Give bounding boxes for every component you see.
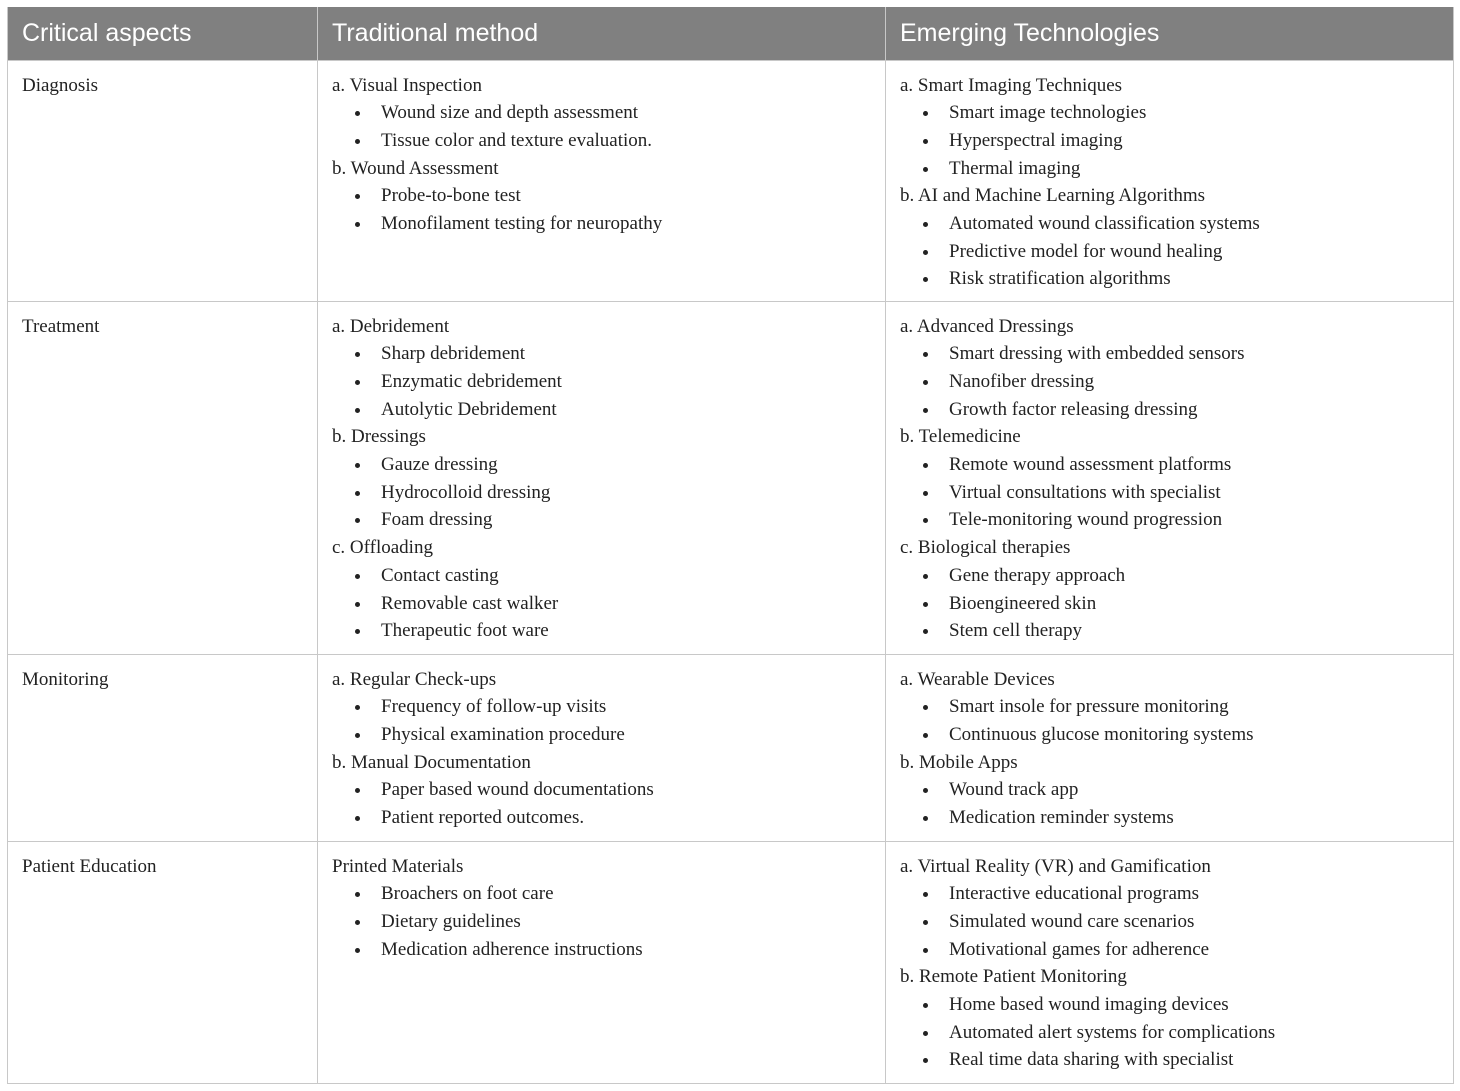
- list-item: Automated alert systems for complications: [900, 1019, 1443, 1047]
- list-item: Patient reported outcomes.: [332, 804, 875, 832]
- group-title: Printed Materials: [332, 855, 464, 877]
- emerging-cell: [886, 841, 1454, 1083]
- list-item: Hyperspectral imaging: [900, 127, 1443, 155]
- list-item: Simulated wound care scenarios: [900, 908, 1443, 936]
- group-title: b. Wound Assessment: [332, 157, 499, 179]
- aspect-cell: Diagnosis: [8, 60, 318, 301]
- list-item: Bioengineered skin: [900, 590, 1443, 618]
- bullet-list: [332, 99, 875, 154]
- bullet-list: [332, 693, 875, 748]
- traditional-cell: [318, 301, 886, 654]
- aspect-cell: Treatment: [8, 301, 318, 654]
- bullet-list: [900, 693, 1443, 748]
- bullet-list: [332, 182, 875, 237]
- list-item: Risk stratification algorithms: [900, 265, 1443, 293]
- group-title: b. Dressings: [332, 426, 426, 448]
- group-title: a. Regular Check-ups: [332, 668, 497, 690]
- list-item: Predictive model for wound healing: [900, 238, 1443, 266]
- group-title: b. Telemedicine: [900, 426, 1021, 448]
- bullet-list: [332, 340, 875, 423]
- table-row: [8, 841, 1454, 1083]
- list-item: Tissue color and texture evaluation.: [332, 127, 875, 155]
- list-item: Stem cell therapy: [900, 617, 1443, 645]
- aspect-cell: Patient Education: [8, 841, 318, 1083]
- list-item: Remote wound assessment platforms: [900, 451, 1443, 479]
- list-item: Sharp debridement: [332, 340, 875, 368]
- list-item: Smart dressing with embedded sensors: [900, 340, 1443, 368]
- list-item: Broachers on foot care: [332, 880, 875, 908]
- bullet-list: [900, 210, 1443, 293]
- header-emerging-technologies: Emerging Technologies: [886, 7, 1454, 60]
- list-item: Motivational games for adherence: [900, 936, 1443, 964]
- bullet-list: [900, 340, 1443, 423]
- bullet-list: [332, 880, 875, 963]
- group-title: a. Visual Inspection: [332, 74, 482, 96]
- list-item: Smart image technologies: [900, 99, 1443, 127]
- list-item: Hydrocolloid dressing: [332, 479, 875, 507]
- emerging-cell: [886, 654, 1454, 841]
- list-item: Home based wound imaging devices: [900, 991, 1443, 1019]
- list-item: Thermal imaging: [900, 155, 1443, 183]
- list-item: Therapeutic foot ware: [332, 617, 875, 645]
- list-item: Removable cast walker: [332, 590, 875, 618]
- bullet-list: [900, 451, 1443, 534]
- list-item: Foam dressing: [332, 506, 875, 534]
- emerging-cell: [886, 60, 1454, 301]
- list-item: Continuous glucose monitoring systems: [900, 721, 1443, 749]
- group-title: c. Biological therapies: [900, 537, 1071, 559]
- table-row: [8, 654, 1454, 841]
- bullet-list: [332, 562, 875, 645]
- emerging-cell: [886, 301, 1454, 654]
- bullet-list: [900, 880, 1443, 963]
- list-item: Interactive educational programs: [900, 880, 1443, 908]
- table-row: [8, 301, 1454, 654]
- list-item: Autolytic Debridement: [332, 396, 875, 424]
- group-title: b. Mobile Apps: [900, 751, 1018, 773]
- list-item: Probe-to-bone test: [332, 182, 875, 210]
- list-item: Dietary guidelines: [332, 908, 875, 936]
- group-title: a. Debridement: [332, 315, 450, 337]
- group-title: b. AI and Machine Learning Algorithms: [900, 185, 1205, 207]
- list-item: Monofilament testing for neuropathy: [332, 210, 875, 238]
- traditional-cell: [318, 841, 886, 1083]
- list-item: Gene therapy approach: [900, 562, 1443, 590]
- bullet-list: [900, 99, 1443, 182]
- traditional-cell: [318, 654, 886, 841]
- list-item: Smart insole for pressure monitoring: [900, 693, 1443, 721]
- list-item: Paper based wound documentations: [332, 776, 875, 804]
- list-item: Enzymatic debridement: [332, 368, 875, 396]
- bullet-list: [900, 562, 1443, 645]
- list-item: Wound track app: [900, 776, 1443, 804]
- group-title: b. Remote Patient Monitoring: [900, 966, 1127, 988]
- list-item: Growth factor releasing dressing: [900, 396, 1443, 424]
- comparison-table: [7, 7, 1454, 1084]
- table-row: [8, 60, 1454, 301]
- list-item: Tele-monitoring wound progression: [900, 506, 1443, 534]
- list-item: Automated wound classification systems: [900, 210, 1443, 238]
- header-critical-aspects: Critical aspects: [8, 7, 318, 60]
- list-item: Real time data sharing with specialist: [900, 1046, 1443, 1074]
- group-title: a. Advanced Dressings: [900, 315, 1074, 337]
- list-item: Physical examination procedure: [332, 721, 875, 749]
- aspect-cell: Monitoring: [8, 654, 318, 841]
- bullet-list: [900, 991, 1443, 1074]
- group-title: c. Offloading: [332, 537, 433, 559]
- header-row: [8, 7, 1454, 60]
- traditional-cell: [318, 60, 886, 301]
- list-item: Medication adherence instructions: [332, 936, 875, 964]
- list-item: Gauze dressing: [332, 451, 875, 479]
- group-title: a. Virtual Reality (VR) and Gamification: [900, 855, 1211, 877]
- list-item: Virtual consultations with specialist: [900, 479, 1443, 507]
- list-item: Wound size and depth assessment: [332, 99, 875, 127]
- bullet-list: [332, 776, 875, 831]
- list-item: Frequency of follow-up visits: [332, 693, 875, 721]
- bullet-list: [900, 776, 1443, 831]
- header-traditional-method: Traditional method: [318, 7, 886, 60]
- list-item: Nanofiber dressing: [900, 368, 1443, 396]
- group-title: b. Manual Documentation: [332, 751, 531, 773]
- group-title: a. Wearable Devices: [900, 668, 1055, 690]
- list-item: Contact casting: [332, 562, 875, 590]
- list-item: Medication reminder systems: [900, 804, 1443, 832]
- group-title: a. Smart Imaging Techniques: [900, 74, 1123, 96]
- bullet-list: [332, 451, 875, 534]
